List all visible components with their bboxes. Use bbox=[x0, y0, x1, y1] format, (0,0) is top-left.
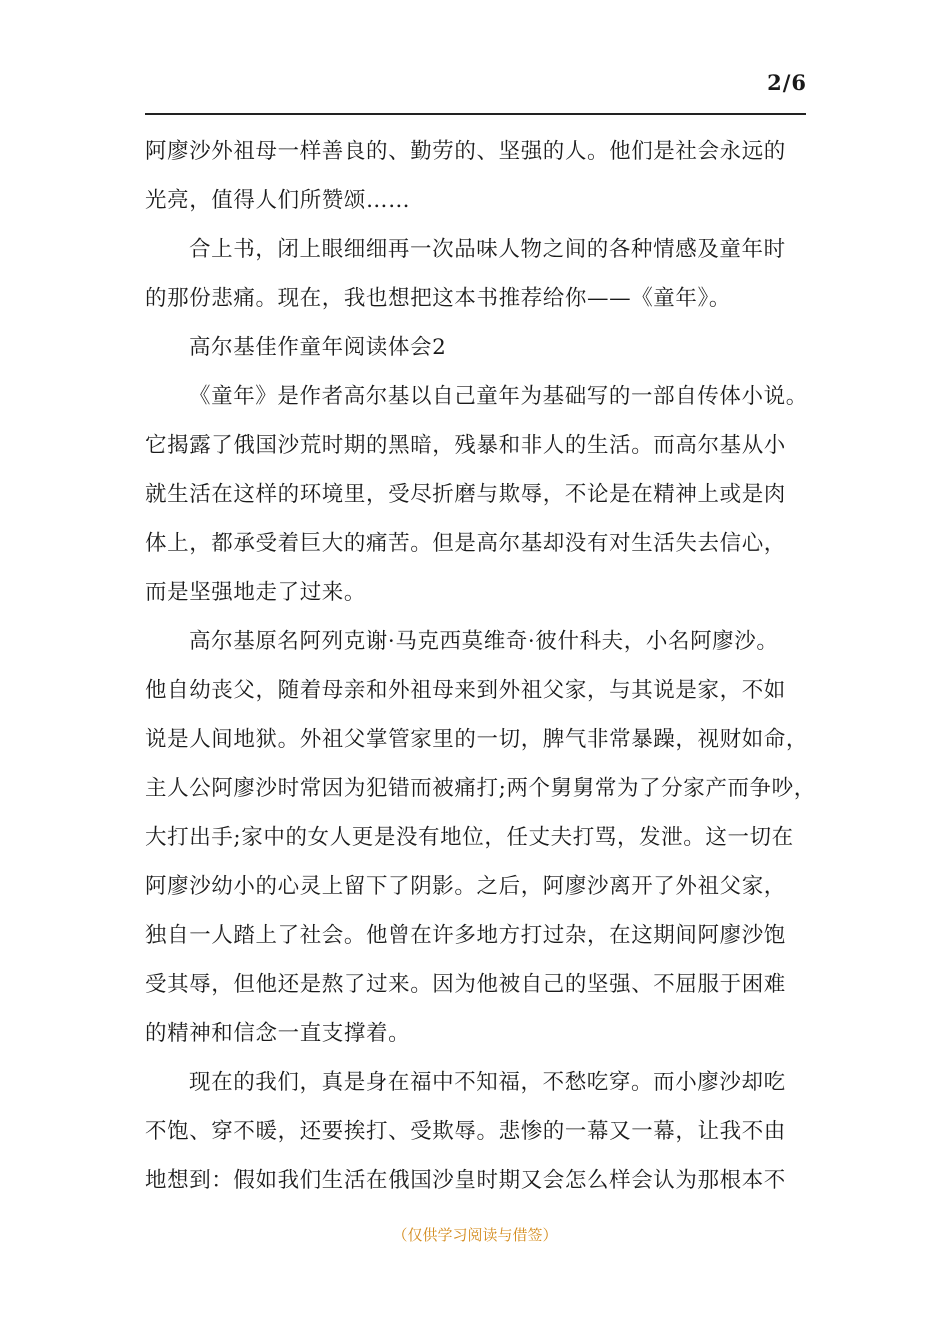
text-line: 地想到：假如我们生活在俄国沙皇时期又会怎么样会认为那根本不 bbox=[145, 1168, 786, 1193]
paragraph-start-line: 现在的我们，真是身在福中不知福，不愁吃穿。而小廖沙却吃 bbox=[189, 1070, 786, 1095]
paragraph-start-line: 高尔基原名阿列克谢·马克西莫维奇·彼什科夫，小名阿廖沙。 bbox=[189, 629, 779, 654]
text-line: 阿廖沙外祖母一样善良的、勤劳的、坚强的人。他们是社会永远的 bbox=[145, 139, 786, 164]
text-line: 阿廖沙幼小的心灵上留下了阴影。之后，阿廖沙离开了外祖父家， bbox=[145, 874, 786, 899]
footer-disclaimer: （仅供学习阅读与借签） bbox=[392, 1226, 558, 1244]
paragraph-start-line: 《童年》是作者高尔基以自己童年为基础写的一部自传体小说。 bbox=[189, 384, 808, 409]
text-line: 的精神和信念一直支撑着。 bbox=[145, 1021, 411, 1046]
text-line: 主人公阿廖沙时常因为犯错而被痛打;两个舅舅常为了分家产而争吵， bbox=[145, 776, 816, 801]
text-line: 不饱、穿不暖，还要挨打、受欺辱。悲惨的一幕又一幕，让我不由 bbox=[145, 1119, 786, 1144]
section-heading: 高尔基佳作童年阅读体会2 bbox=[189, 335, 447, 360]
text-line: 说是人间地狱。外祖父掌管家里的一切，脾气非常暴躁，视财如命， bbox=[145, 727, 809, 752]
text-line: 大打出手;家中的女人更是没有地位，任丈夫打骂，发泄。这一切在 bbox=[145, 825, 794, 850]
text-line: 独自一人踏上了社会。他曾在许多地方打过杂，在这期间阿廖沙饱 bbox=[145, 923, 786, 948]
document-body bbox=[145, 127, 816, 1205]
text-line: 受其辱，但他还是熬了过来。因为他被自己的坚强、不屈服于困难 bbox=[145, 972, 786, 997]
text-line: 就生活在这样的环境里，受尽折磨与欺辱，不论是在精神上或是肉 bbox=[145, 482, 786, 507]
text-line: 而是坚强地走了过来。 bbox=[145, 580, 367, 605]
text-line: 他自幼丧父，随着母亲和外祖母来到外祖父家，与其说是家，不如 bbox=[145, 678, 786, 703]
page-number: 2/6 bbox=[767, 70, 807, 95]
header-divider bbox=[145, 113, 806, 115]
text-line: 的那份悲痛。现在，我也想把这本书推荐给你——《童年》。 bbox=[145, 286, 731, 311]
text-line: 光亮，值得人们所赞颂…… bbox=[145, 188, 411, 213]
paragraph-start-line: 合上书，闭上眼细细再一次品味人物之间的各种情感及童年时 bbox=[189, 237, 786, 262]
text-line: 体上，都承受着巨大的痛苦。但是高尔基却没有对生活失去信心， bbox=[145, 531, 786, 556]
text-line: 它揭露了俄国沙荒时期的黑暗，残暴和非人的生活。而高尔基从小 bbox=[145, 433, 786, 458]
